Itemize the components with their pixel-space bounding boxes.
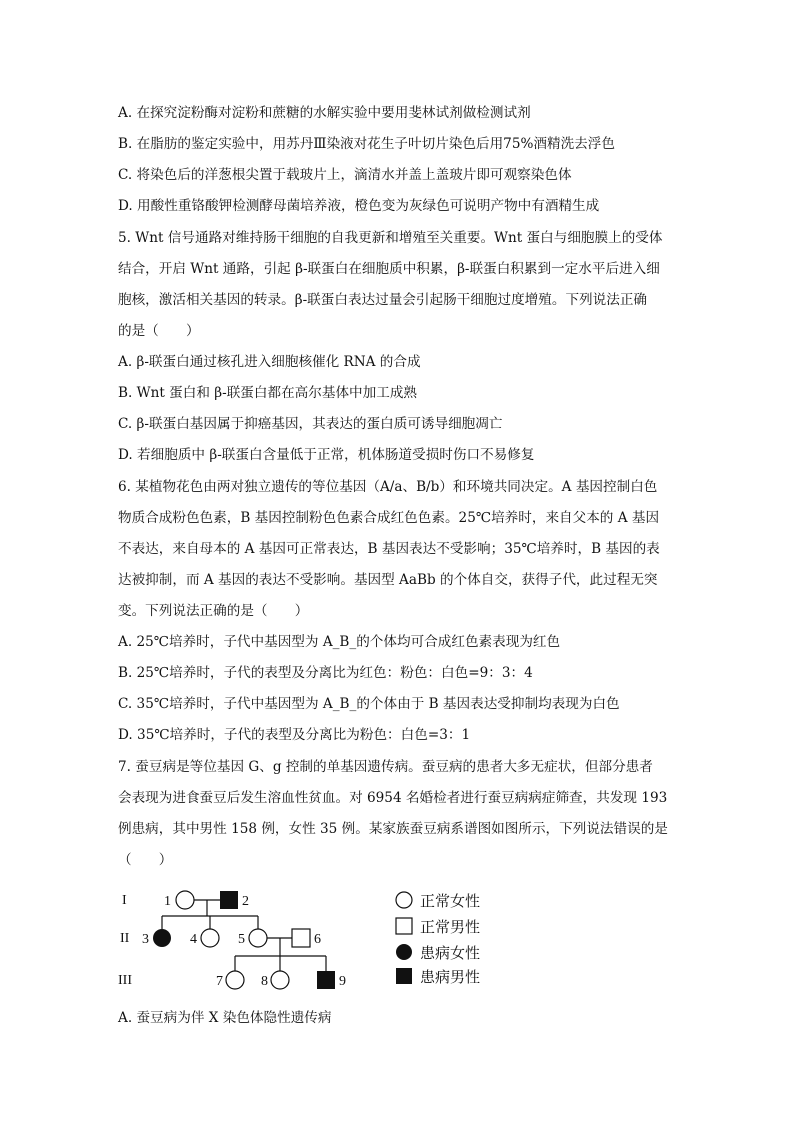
q6-option-b: B. 25℃培养时，子代的表型及分离比为红色：粉色：白色=9：3：4 — [118, 665, 533, 681]
pedigree-chart — [112, 880, 532, 1010]
pedigree-legend — [396, 892, 480, 986]
q4-option-d: D. 用酸性重铬酸钾检测酵母菌培养液，橙色变为灰绿色可说明产物中有酒精生成 — [118, 198, 600, 214]
q4-option-b: B. 在脂肪的鉴定实验中，用苏丹Ⅲ染液对花生子叶切片染色后用75%酒精洗去浮色 — [118, 136, 615, 152]
q7-stem-line: （ ） — [118, 852, 173, 868]
q4-option-a: A. 在探究淀粉酶对淀粉和蔗糖的水解实验中要用斐林试剂做检测试剂 — [118, 105, 531, 121]
individual-1-normal-female — [176, 891, 194, 909]
q7-stem-line: 7. 蚕豆病是等位基因 G、g 控制的单基因遗传病。蚕豆病的患者大多无症状，但部分患者 — [118, 759, 653, 775]
legend-normal-female-symbol — [396, 892, 412, 908]
q6-stem-line: 变。下列说法正确的是（ ） — [118, 603, 309, 619]
q5-stem-line: 胞核，激活相关基因的转录。β-联蛋白表达过量会引起肠干细胞过度增殖。下列说法正确 — [118, 292, 648, 308]
q7-stem-line: 例患病，其中男性 158 例，女性 35 例。某家族蚕豆病系谱图如图所示，下列说法错误的是 — [118, 821, 668, 837]
individual-6-normal-male — [292, 929, 310, 947]
individual-8-normal-female — [271, 971, 289, 989]
generation-label-ii: II — [120, 931, 130, 946]
legend-normal-male-symbol — [396, 918, 412, 934]
individual-label: 8 — [261, 974, 268, 989]
legend-affected-female: 患病女性 — [420, 944, 481, 962]
individual-7-normal-female — [226, 971, 244, 989]
individual-label: 9 — [339, 974, 346, 989]
q5-stem-line: 结合，开启 Wnt 通路，引起 β-联蛋白在细胞质中积累，β-联蛋白积累到一定水平后进入细 — [118, 261, 660, 277]
q4-option-c: C. 将染色后的洋葱根尖置于载玻片上，滴清水并盖上盖玻片即可观察染色体 — [118, 167, 572, 183]
q5-stem-line: 5. Wnt 信号通路对维持肠干细胞的自我更新和增殖至关重要。Wnt 蛋白与细胞膜上的受体 — [118, 230, 663, 246]
q6-stem-line: 达被抑制，而 A 基因的表达不受影响。基因型 AaBb 的个体自交，获得子代，此过程无突 — [118, 572, 658, 588]
generation-label-i: I — [122, 893, 127, 908]
q5-option-a: A. β-联蛋白通过核孔进入细胞核催化 RNA 的合成 — [118, 354, 421, 370]
q5-option-b: B. Wnt 蛋白和 β-联蛋白都在高尔基体中加工成熟 — [118, 385, 418, 401]
q6-stem-line: 不表达，来自母本的 A 基因可正常表达，B 基因表达不受影响；35℃培养时，B 基因的表 — [118, 541, 660, 557]
individual-9-affected-male — [317, 971, 335, 989]
individual-2-affected-male — [220, 891, 238, 909]
legend-normal-female: 正常女性 — [420, 892, 481, 910]
q7-option-a: A. 蚕豆病为伴 X 染色体隐性遗传病 — [118, 1010, 332, 1026]
q6-option-c: C. 35℃培养时，子代中基因型为 A_B_的个体由于 B 基因表达受抑制均表现为白色 — [118, 696, 620, 712]
individual-3-affected-female — [153, 929, 171, 947]
individual-label: 4 — [190, 932, 197, 947]
q6-stem-line: 物质合成粉色色素，B 基因控制粉色色素合成红色色素。25℃培养时，来自父本的 A 基因 — [118, 510, 660, 526]
q5-option-c: C. β-联蛋白基因属于抑癌基因，其表达的蛋白质可诱导细胞凋亡 — [118, 416, 503, 432]
individual-label: 5 — [238, 932, 245, 947]
individual-label: 2 — [242, 894, 249, 909]
individual-label: 3 — [142, 932, 149, 947]
q5-option-d: D. 若细胞质中 β-联蛋白含量低于正常，机体肠道受损时伤口不易修复 — [118, 447, 535, 463]
legend-affected-male: 患病男性 — [420, 968, 481, 986]
legend-normal-male: 正常男性 — [420, 918, 481, 936]
individual-4-normal-female — [201, 929, 219, 947]
legend-affected-male-symbol — [396, 968, 412, 984]
generation-label-iii: III — [118, 973, 132, 988]
q6-option-a: A. 25℃培养时，子代中基因型为 A_B_的个体均可合成红色素表现为红色 — [118, 634, 561, 650]
individual-label: 7 — [216, 974, 223, 989]
individual-label: 6 — [314, 932, 321, 947]
q5-stem-line: 的是（ ） — [118, 323, 200, 339]
q6-option-d: D. 35℃培养时，子代的表型及分离比为粉色：白色=3：1 — [118, 727, 471, 743]
q7-stem-line: 会表现为进食蚕豆后发生溶血性贫血。对 6954 名婚检者进行蚕豆病病症筛查，共发现 193 — [118, 790, 668, 806]
individual-label: 1 — [164, 894, 171, 909]
individual-5-normal-female — [249, 929, 267, 947]
q6-stem-line: 6. 某植物花色由两对独立遗传的等位基因（A/a、B/b）和环境共同决定。A 基因控制白色 — [118, 479, 658, 495]
legend-affected-female-symbol — [396, 944, 412, 960]
